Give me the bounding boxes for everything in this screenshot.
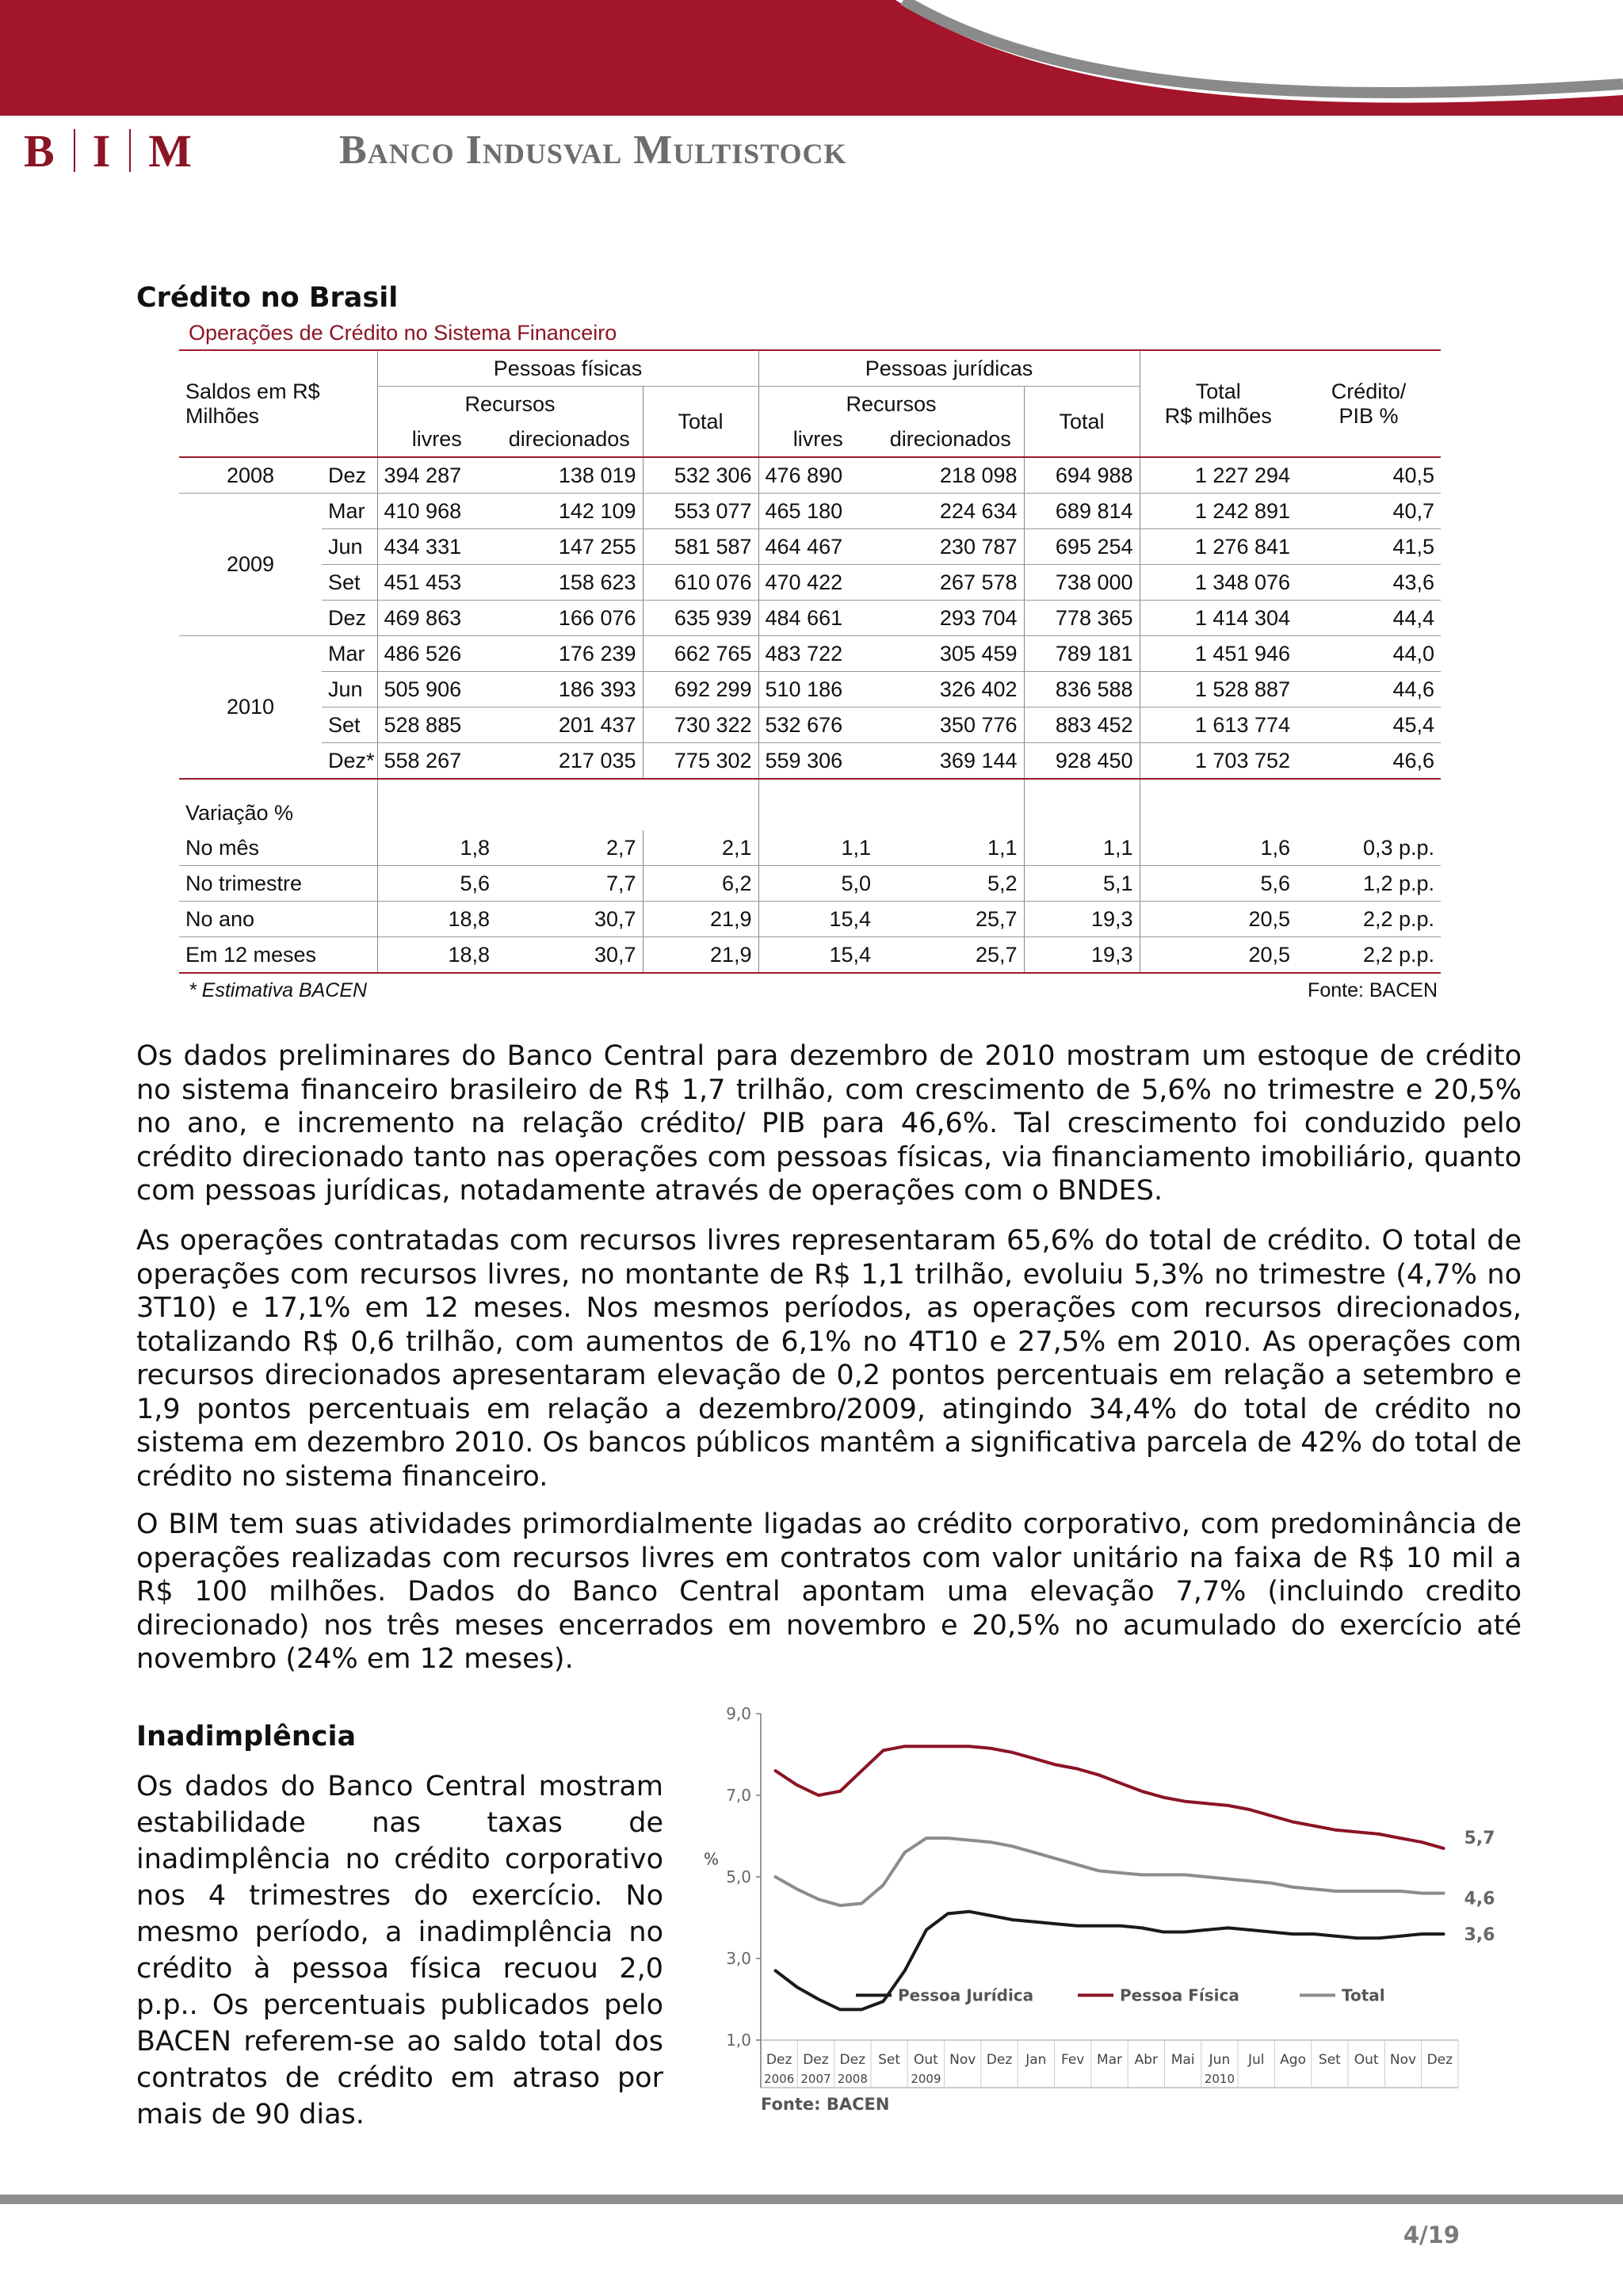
- series-line-2: [776, 1838, 1444, 1905]
- header-pj-direcionados: direcionados: [877, 421, 1024, 457]
- month-cell: Set: [322, 565, 377, 601]
- value-cell: 138 019: [496, 457, 643, 494]
- value-cell: 158 623: [496, 565, 643, 601]
- variation-value: 1,8: [377, 830, 496, 866]
- table-source: Fonte: BACEN: [1308, 979, 1438, 1001]
- value-cell: 46,6: [1296, 743, 1441, 780]
- value-cell: 350 776: [877, 707, 1024, 743]
- x-year-label: 2006: [764, 2072, 795, 2086]
- value-cell: 1 348 076: [1140, 565, 1296, 601]
- value-cell: 369 144: [877, 743, 1024, 780]
- x-tick-label: Abr: [1134, 2052, 1159, 2068]
- header-credito-pib-line1: Crédito/: [1331, 379, 1407, 403]
- variation-value: 2,1: [643, 830, 758, 866]
- value-cell: 44,4: [1296, 601, 1441, 636]
- variation-value: 1,1: [1024, 830, 1140, 866]
- header-saldos: [179, 350, 377, 457]
- x-year-label: 2007: [800, 2072, 831, 2086]
- variation-value: 5,6: [1140, 866, 1296, 902]
- variation-value: 15,4: [758, 937, 877, 974]
- table-note: * Estimativa BACEN: [189, 979, 368, 1001]
- x-tick-label: Set: [878, 2052, 901, 2068]
- value-cell: 1 528 887: [1140, 672, 1296, 707]
- series-end-label: 4,6: [1464, 1889, 1495, 1909]
- paragraph-1: Os dados preliminares do Banco Central para dezembro de 2010 mostram um estoque de crédito no sistema financeiro brasileiro de R$ 1,7 trilhão, com crescimento de 5,6% no trimestre e 20,5% no ano, e incremento na relação crédito/ PIB para 46,6%. Tal crescimento foi conduzido pelo crédito direcionado tanto nas operações com pessoas físicas, via financiamento imobiliário, quanto com pessoas jurídicas, notadamente através de operações com o BNDES.: [136, 1040, 1522, 1207]
- month-cell: Jun: [322, 672, 377, 707]
- logo-letter-b: B: [24, 124, 56, 177]
- value-cell: 142 109: [496, 494, 643, 529]
- value-cell: 694 988: [1024, 457, 1140, 494]
- x-tick-label: Mai: [1170, 2052, 1195, 2068]
- value-cell: 217 035: [496, 743, 643, 780]
- value-cell: 689 814: [1024, 494, 1140, 529]
- value-cell: 484 661: [758, 601, 877, 636]
- value-cell: 465 180: [758, 494, 877, 529]
- bank-name: Banco Indusval Multistock: [339, 128, 847, 173]
- x-tick-label: Dez: [1426, 2052, 1453, 2068]
- value-cell: 1 227 294: [1140, 457, 1296, 494]
- value-cell: 218 098: [877, 457, 1024, 494]
- value-cell: 1 703 752: [1140, 743, 1296, 780]
- variation-value: 19,3: [1024, 902, 1140, 937]
- paragraph-3: O BIM tem suas atividades primordialmente ligadas ao crédito corporativo, com predominância de operações realizadas com recursos livres em contratos com valor unitário na faixa de R$ 10 mil a R$ 100 milhões. Dados do Banco Central apontam uma elevação 7,7% (incluindo credito direcionado) nos três meses encerrados em novembro e 20,5% no acumulado do exercício até novembro (24% em 12 meses).: [136, 1508, 1522, 1675]
- inadimplencia-text: Os dados do Banco Central mostram estabilidade nas taxas de inadimplência no crédito corporativo nos 4 trimestres do exercício. No mesmo período, a inadimplência no crédito à pessoa física recuou 2,0 p.p.. Os percentuais publicados pelo BACEN referem-se ao saldo total dos contratos de crédito em atraso por mais de 90 dias.: [136, 1771, 663, 2130]
- month-cell: Jun: [322, 529, 377, 565]
- value-cell: 528 885: [377, 707, 496, 743]
- table-row: [179, 743, 1441, 780]
- legend-label: Pessoa Física: [1120, 1985, 1239, 2005]
- value-cell: 662 765: [643, 636, 758, 672]
- header-pessoas-juridicas: Pessoas jurídicas: [758, 350, 1140, 387]
- value-cell: 293 704: [877, 601, 1024, 636]
- x-tick-label: Jul: [1248, 2052, 1265, 2068]
- variation-value: 2,2 p.p.: [1296, 902, 1441, 937]
- variation-value: 25,7: [877, 937, 1024, 974]
- x-tick-label: Fev: [1060, 2052, 1085, 2068]
- month-cell: Set: [322, 707, 377, 743]
- value-cell: 44,0: [1296, 636, 1441, 672]
- table-caption: Operações de Crédito no Sistema Financeiro: [189, 321, 617, 345]
- value-cell: 695 254: [1024, 529, 1140, 565]
- header-total-rs: [1140, 350, 1296, 457]
- variation-value: 30,7: [496, 937, 643, 974]
- value-cell: 789 181: [1024, 636, 1140, 672]
- value-cell: 559 306: [758, 743, 877, 780]
- value-cell: 147 255: [496, 529, 643, 565]
- value-cell: 43,6: [1296, 565, 1441, 601]
- value-cell: 176 239: [496, 636, 643, 672]
- series-end-label: 5,7: [1464, 1828, 1495, 1848]
- variation-label: No ano: [179, 902, 377, 937]
- value-cell: 778 365: [1024, 601, 1140, 636]
- header-credito-pib-line2: PIB %: [1338, 403, 1399, 428]
- x-tick-label: Nov: [949, 2052, 976, 2068]
- series-end-label: 3,6: [1464, 1925, 1495, 1946]
- chart-source: Fonte: BACEN: [761, 2095, 890, 2114]
- x-tick-label: Nov: [1389, 2052, 1417, 2068]
- variation-row: [179, 937, 1441, 974]
- month-cell: Mar: [322, 494, 377, 529]
- series-line-1: [776, 1746, 1444, 1848]
- y-axis-label: %: [704, 1849, 720, 1869]
- header-pf-direcionados: direcionados: [496, 421, 643, 457]
- value-cell: 1 613 774: [1140, 707, 1296, 743]
- year-cell: 2008: [179, 457, 322, 494]
- value-cell: 730 322: [643, 707, 758, 743]
- header-band: [0, 0, 1623, 143]
- x-tick-label: Set: [1318, 2052, 1341, 2068]
- variation-label: Em 12 meses: [179, 937, 377, 974]
- value-cell: 1 451 946: [1140, 636, 1296, 672]
- value-cell: 201 437: [496, 707, 643, 743]
- variation-value: 20,5: [1140, 937, 1296, 974]
- x-tick-label: Out: [914, 2052, 938, 2068]
- value-cell: 581 587: [643, 529, 758, 565]
- year-cell: 2009: [179, 494, 322, 636]
- header-pf-recursos: Recursos: [377, 387, 643, 422]
- y-tick-label: 7,0: [726, 1786, 751, 1805]
- variation-row: [179, 866, 1441, 902]
- x-tick-label: Dez: [986, 2052, 1013, 2068]
- variation-value: 18,8: [377, 937, 496, 974]
- value-cell: 470 422: [758, 565, 877, 601]
- value-cell: 326 402: [877, 672, 1024, 707]
- year-cell: 2010: [179, 636, 322, 780]
- variation-value: 6,2: [643, 866, 758, 902]
- value-cell: 486 526: [377, 636, 496, 672]
- variation-value: 18,8: [377, 902, 496, 937]
- table-row: [179, 457, 1441, 494]
- variation-row: [179, 902, 1441, 937]
- variation-value: 7,7: [496, 866, 643, 902]
- value-cell: 775 302: [643, 743, 758, 780]
- x-tick-label: Dez: [839, 2052, 866, 2068]
- variation-value: 30,7: [496, 902, 643, 937]
- value-cell: 45,4: [1296, 707, 1441, 743]
- variation-value: 1,1: [758, 830, 877, 866]
- value-cell: 1 414 304: [1140, 601, 1296, 636]
- value-cell: 469 863: [377, 601, 496, 636]
- footer-bar: [0, 2195, 1623, 2204]
- header-credito-pib: [1296, 350, 1441, 457]
- header-pf-livres: livres: [377, 421, 496, 457]
- value-cell: 836 588: [1024, 672, 1140, 707]
- legend-label: Pessoa Jurídica: [898, 1985, 1034, 2005]
- y-tick-label: 1,0: [726, 2031, 751, 2050]
- value-cell: 476 890: [758, 457, 877, 494]
- x-tick-label: Ago: [1280, 2052, 1306, 2068]
- y-tick-label: 3,0: [726, 1949, 751, 1968]
- value-cell: 267 578: [877, 565, 1024, 601]
- variation-value: 1,1: [877, 830, 1024, 866]
- variation-value: 5,6: [377, 866, 496, 902]
- variation-value: 5,1: [1024, 866, 1140, 902]
- x-year-label: 2009: [911, 2072, 941, 2086]
- month-cell: Dez: [322, 601, 377, 636]
- variation-value: 2,7: [496, 830, 643, 866]
- x-tick-label: Jan: [1025, 2052, 1047, 2068]
- value-cell: 166 076: [496, 601, 643, 636]
- table-row: [179, 672, 1441, 707]
- variation-title-row: [179, 779, 1441, 830]
- value-cell: 305 459: [877, 636, 1024, 672]
- header-total-rs-line1: Total: [1195, 379, 1241, 403]
- table-row: [179, 494, 1441, 529]
- credit-table: [179, 349, 1441, 974]
- value-cell: 483 722: [758, 636, 877, 672]
- variation-value: 5,0: [758, 866, 877, 902]
- x-tick-label: Dez: [803, 2052, 829, 2068]
- value-cell: 434 331: [377, 529, 496, 565]
- logo-separator: [129, 129, 131, 172]
- value-cell: 532 676: [758, 707, 877, 743]
- value-cell: 1 242 891: [1140, 494, 1296, 529]
- value-cell: 553 077: [643, 494, 758, 529]
- variation-value: 15,4: [758, 902, 877, 937]
- value-cell: 451 453: [377, 565, 496, 601]
- value-cell: 1 276 841: [1140, 529, 1296, 565]
- variation-value: 21,9: [643, 937, 758, 974]
- paragraph-2: As operações contratadas com recursos livres representaram 65,6% do total de crédito. O total de operações com recursos livres, no montante de R$ 1,1 trilhão, evoluiu 5,3% no trimestre (4,7% no 3T10) e 17,1% em 12 meses. Nos mesmos períodos, as operações com recursos direcionados, totalizando R$ 0,6 trilhão, com aumentos de 6,1% no 4T10 e 27,5% em 2010. As operações com recursos direcionados apresentaram elevação de 0,2 pontos percentuais em relação a setembro e 1,9 pontos percentuais em relação a dezembro/2009, atingindo 34,4% do total de crédito no sistema em dezembro 2010. Os bancos públicos mantêm a significativa parcela de 42% do total de crédito no sistema financeiro.: [136, 1225, 1522, 1493]
- section-title: Crédito no Brasil: [136, 282, 399, 314]
- variation-value: 20,5: [1140, 902, 1296, 937]
- variation-row: [179, 830, 1441, 866]
- variation-title: Variação %: [185, 800, 294, 825]
- value-cell: 532 306: [643, 457, 758, 494]
- value-cell: 40,7: [1296, 494, 1441, 529]
- logo-letter-i: I: [92, 124, 113, 177]
- default-rate-chart: [697, 1691, 1495, 2135]
- header-pf-total: Total: [643, 387, 758, 458]
- header-pj-total: Total: [1024, 387, 1140, 458]
- x-tick-label: Out: [1354, 2052, 1379, 2068]
- y-tick-label: 9,0: [726, 1704, 751, 1723]
- variation-value: 21,9: [643, 902, 758, 937]
- x-tick-label: Jun: [1209, 2052, 1231, 2068]
- x-tick-label: Mar: [1096, 2052, 1123, 2068]
- header-pessoas-fisicas: Pessoas físicas: [377, 350, 758, 387]
- value-cell: 224 634: [877, 494, 1024, 529]
- variation-value: 25,7: [877, 902, 1024, 937]
- page-number: 4/19: [1403, 2222, 1460, 2248]
- header-saldos-line2: Milhões: [185, 403, 260, 428]
- value-cell: 558 267: [377, 743, 496, 780]
- month-cell: Dez*: [322, 743, 377, 780]
- value-cell: 883 452: [1024, 707, 1140, 743]
- table-row: [179, 529, 1441, 565]
- x-year-label: 2010: [1204, 2072, 1235, 2086]
- table-row: [179, 636, 1441, 672]
- y-tick-label: 5,0: [726, 1867, 751, 1886]
- month-cell: Mar: [322, 636, 377, 672]
- variation-value: 19,3: [1024, 937, 1140, 974]
- value-cell: 186 393: [496, 672, 643, 707]
- value-cell: 394 287: [377, 457, 496, 494]
- value-cell: 505 906: [377, 672, 496, 707]
- value-cell: 738 000: [1024, 565, 1140, 601]
- value-cell: 635 939: [643, 601, 758, 636]
- variation-value: 5,2: [877, 866, 1024, 902]
- variation-value: 1,6: [1140, 830, 1296, 866]
- legend-label: Total: [1342, 1985, 1385, 2005]
- value-cell: 44,6: [1296, 672, 1441, 707]
- table-row: [179, 601, 1441, 636]
- variation-value: 0,3 p.p.: [1296, 830, 1441, 866]
- value-cell: 928 450: [1024, 743, 1140, 780]
- logo-letter-m: M: [148, 124, 194, 177]
- variation-label: No trimestre: [179, 866, 377, 902]
- value-cell: 41,5: [1296, 529, 1441, 565]
- header-pj-recursos: Recursos: [758, 387, 1024, 422]
- variation-value: 2,2 p.p.: [1296, 937, 1441, 974]
- table-row: [179, 707, 1441, 743]
- value-cell: 510 186: [758, 672, 877, 707]
- value-cell: 464 467: [758, 529, 877, 565]
- variation-label: No mês: [179, 830, 377, 866]
- value-cell: 610 076: [643, 565, 758, 601]
- value-cell: 692 299: [643, 672, 758, 707]
- logo: [24, 123, 193, 178]
- x-year-label: 2008: [837, 2072, 868, 2086]
- value-cell: 230 787: [877, 529, 1024, 565]
- value-cell: 40,5: [1296, 457, 1441, 494]
- month-cell: Dez: [322, 457, 377, 494]
- inadimplencia-title: Inadimplência: [136, 1721, 357, 1753]
- table-row: [179, 565, 1441, 601]
- value-cell: 410 968: [377, 494, 496, 529]
- header-saldos-line1: Saldos em R$: [185, 379, 320, 403]
- x-tick-label: Dez: [766, 2052, 792, 2068]
- header-total-rs-line2: R$ milhões: [1164, 403, 1272, 428]
- logo-separator: [74, 129, 75, 172]
- header-pj-livres: livres: [758, 421, 877, 457]
- variation-value: 1,2 p.p.: [1296, 866, 1441, 902]
